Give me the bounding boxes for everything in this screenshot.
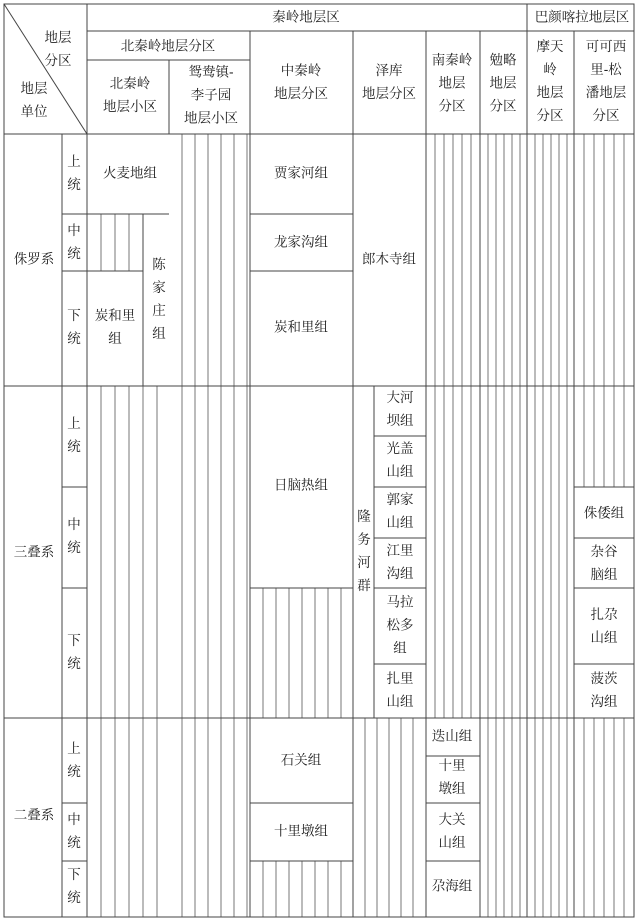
jurassic-upper: 上 统 xyxy=(67,154,81,193)
kekexili-header: 可可西 里-松 潘地层 分区 xyxy=(585,39,627,124)
north-qinling-subregion-header: 北秦岭地层分区 xyxy=(120,38,216,55)
unit-zagunao: 杂谷 脑组 xyxy=(590,544,618,583)
unit-duohai: 尕海组 xyxy=(431,878,473,895)
permian-lower: 下 统 xyxy=(67,867,81,906)
unit-shiguan: 石关组 xyxy=(280,752,322,769)
corner-zone-label: 地层 分区 xyxy=(44,30,72,69)
jurassic-lower: 下 统 xyxy=(67,308,81,347)
system-jurassic: 侏罗系 xyxy=(13,251,55,268)
unit-zhagashan: 扎尕 山组 xyxy=(590,607,618,646)
mianlue-header: 勉略 地层 分区 xyxy=(489,52,517,115)
jurassic-middle: 中 统 xyxy=(67,223,81,262)
motianling-header: 摩天 岭 地层 分区 xyxy=(536,39,564,124)
zeku-header: 泽库 地层分区 xyxy=(362,63,416,102)
south-qinling-header: 南秦岭 地层 分区 xyxy=(431,52,473,115)
grid-lines xyxy=(4,4,634,917)
unit-rinaore: 日脑热组 xyxy=(274,477,328,494)
triassic-lower: 下 统 xyxy=(67,633,81,672)
unit-daheba: 大河 坝组 xyxy=(386,390,414,429)
unit-guanggaishan: 光盖 山组 xyxy=(386,441,414,480)
unit-langmusi: 郎木寺组 xyxy=(362,251,416,268)
yuanyang-subzone-header: 鸳鸯镇- 李子园 地层小区 xyxy=(184,64,238,127)
unit-huomaidi: 火麦地组 xyxy=(103,165,157,182)
system-permian: 二叠系 xyxy=(13,807,55,824)
unit-tanheli-north: 炭和里 组 xyxy=(94,308,136,347)
unit-tanheli-central: 炭和里组 xyxy=(274,319,328,336)
unit-boligou: 菠茨 沟组 xyxy=(590,671,618,710)
permian-middle: 中 统 xyxy=(67,812,81,851)
bayan-region-header: 巴颜喀拉地层区 xyxy=(534,9,630,26)
unit-chenjiazhuang: 陈 家 庄 组 xyxy=(152,257,166,342)
unit-daguanshan: 大关 山组 xyxy=(438,812,466,851)
unit-dieshan: 迭山组 xyxy=(431,728,473,745)
unit-zhalishan: 扎里 山组 xyxy=(386,671,414,710)
qinling-region-header: 秦岭地层区 xyxy=(272,9,340,26)
corner-unit-label: 地层 单位 xyxy=(20,81,48,120)
central-qinling-header: 中秦岭 地层分区 xyxy=(274,63,328,102)
unit-longjiagou: 龙家沟组 xyxy=(274,234,328,251)
unit-longwuhe-group: 隆 务 河 群 xyxy=(357,509,371,594)
unit-malasongduo: 马拉 松多 组 xyxy=(386,594,414,657)
unit-shilidun-central: 十里墩组 xyxy=(274,823,328,840)
unit-jiajiahe: 贾家河组 xyxy=(274,165,328,182)
north-qinling-subzone-header: 北秦岭 地层小区 xyxy=(103,76,157,115)
unit-zhuwo: 侏倭组 xyxy=(583,505,625,522)
triassic-upper: 上 统 xyxy=(67,416,81,455)
triassic-middle: 中 统 xyxy=(67,517,81,556)
system-triassic: 三叠系 xyxy=(13,544,55,561)
unit-jiangligou: 江里 沟组 xyxy=(386,543,414,582)
unit-shilidun-south: 十里 墩组 xyxy=(438,758,466,797)
permian-upper: 上 统 xyxy=(67,741,81,780)
unit-guojiashan: 郭家 山组 xyxy=(386,492,414,531)
